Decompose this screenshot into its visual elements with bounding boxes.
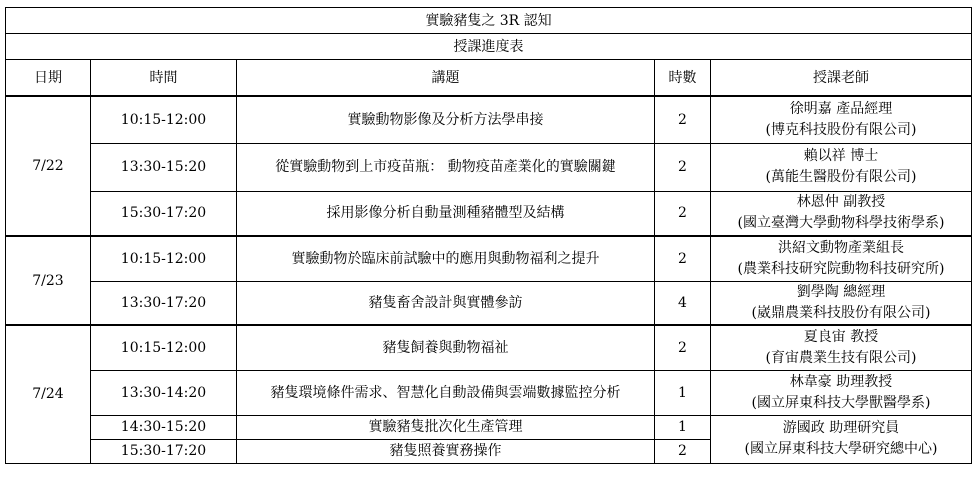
teacher-name: 洪紹文動物產業組長 <box>778 239 904 256</box>
teacher-cell <box>711 191 972 236</box>
schedule-table <box>5 7 972 464</box>
teacher-name: 賴以祥 博士 <box>803 148 879 164</box>
table-subtitle: 授課進度表 <box>6 34 972 60</box>
time-cell: 14:30-15:20 <box>91 415 237 439</box>
document-title: 實驗豬隻之 3R 認知 <box>6 8 972 34</box>
teacher-affiliation: (農業科技研究院動物科技研究所) <box>737 260 945 277</box>
topic-cell: 從實驗動物到上市疫苗瓶： 動物疫苗產業化的實驗關鍵 <box>237 143 655 191</box>
hours-cell: 2 <box>655 143 711 191</box>
time-cell: 15:30-17:20 <box>91 439 237 463</box>
topic-cell: 實驗豬隻批次化生產管理 <box>237 415 655 439</box>
hours-cell: 2 <box>655 96 711 143</box>
teacher-affiliation: (國立屏東科技大學研究總中心) <box>744 441 938 457</box>
time-cell: 10:15-12:00 <box>91 96 237 143</box>
date-cell: 7/24 <box>6 325 91 463</box>
hours-cell: 2 <box>655 236 711 281</box>
header-topic: 講題 <box>237 60 655 97</box>
time-cell: 10:15-12:00 <box>91 325 237 370</box>
topic-cell: 豬隻環境條件需求、智慧化自動設備與雲端數據監控分析 <box>237 370 655 415</box>
header-date: 日期 <box>6 60 91 97</box>
time-cell: 15:30-17:20 <box>91 191 237 236</box>
teacher-name: 林恩仲 副教授 <box>796 194 886 211</box>
hours-cell: 2 <box>655 439 711 463</box>
time-cell: 13:30-17:20 <box>91 281 237 325</box>
table-row <box>6 236 972 281</box>
table-row <box>6 415 972 439</box>
teacher-affiliation: (育宙農業生技有限公司) <box>765 349 917 366</box>
table-row <box>6 325 972 370</box>
teacher-affiliation: (國立屏東科技大學獸醫學系) <box>751 394 931 411</box>
table-row <box>6 191 972 236</box>
topic-cell: 豬隻畜舍設計與實體參訪 <box>237 281 655 325</box>
table-row <box>6 281 972 325</box>
hours-cell: 1 <box>655 415 711 439</box>
hours-cell: 1 <box>655 370 711 415</box>
topic-cell: 豬隻飼養與動物福祉 <box>237 325 655 370</box>
teacher-cell <box>711 281 972 325</box>
topic-cell: 採用影像分析自動量測種豬體型及結構 <box>237 191 655 236</box>
teacher-name: 林韋豪 助理教授 <box>789 373 893 390</box>
topic-cell: 豬隻照養實務操作 <box>237 439 655 463</box>
teacher-name: 徐明嘉 產品經理 <box>789 100 893 117</box>
date-cell: 7/23 <box>6 236 91 325</box>
teacher-affiliation: (萬能生醫股份有限公司) <box>765 169 917 185</box>
teacher-affiliation: (崴鼎農業科技股份有限公司) <box>751 304 931 321</box>
teacher-name: 夏良宙 教授 <box>803 328 879 345</box>
time-cell: 13:30-14:20 <box>91 370 237 415</box>
teacher-affiliation: (博克科技股份有限公司) <box>765 121 917 138</box>
teacher-cell <box>711 325 972 370</box>
time-cell: 13:30-15:20 <box>91 143 237 191</box>
date-cell: 7/22 <box>6 96 91 236</box>
teacher-name: 游國政 助理研究員 <box>782 420 900 436</box>
teacher-name: 劉學陶 總經理 <box>796 283 886 300</box>
time-cell: 10:15-12:00 <box>91 236 237 281</box>
hours-cell: 2 <box>655 191 711 236</box>
teacher-affiliation: (國立臺灣大學動物科學技術學系) <box>737 215 945 232</box>
table-row <box>6 143 972 191</box>
hours-cell: 2 <box>655 325 711 370</box>
header-hours: 時數 <box>655 60 711 97</box>
teacher-cell <box>711 143 972 191</box>
header-time: 時間 <box>91 60 237 97</box>
teacher-cell <box>711 236 972 281</box>
table-row <box>6 96 972 143</box>
teacher-cell <box>711 370 972 415</box>
topic-cell: 實驗動物於臨床前試驗中的應用與動物福利之提升 <box>237 236 655 281</box>
hours-cell: 4 <box>655 281 711 325</box>
table-row <box>6 370 972 415</box>
teacher-cell <box>711 96 972 143</box>
header-teacher: 授課老師 <box>711 60 972 97</box>
teacher-cell <box>711 415 972 463</box>
topic-cell: 實驗動物影像及分析方法學串接 <box>237 96 655 143</box>
